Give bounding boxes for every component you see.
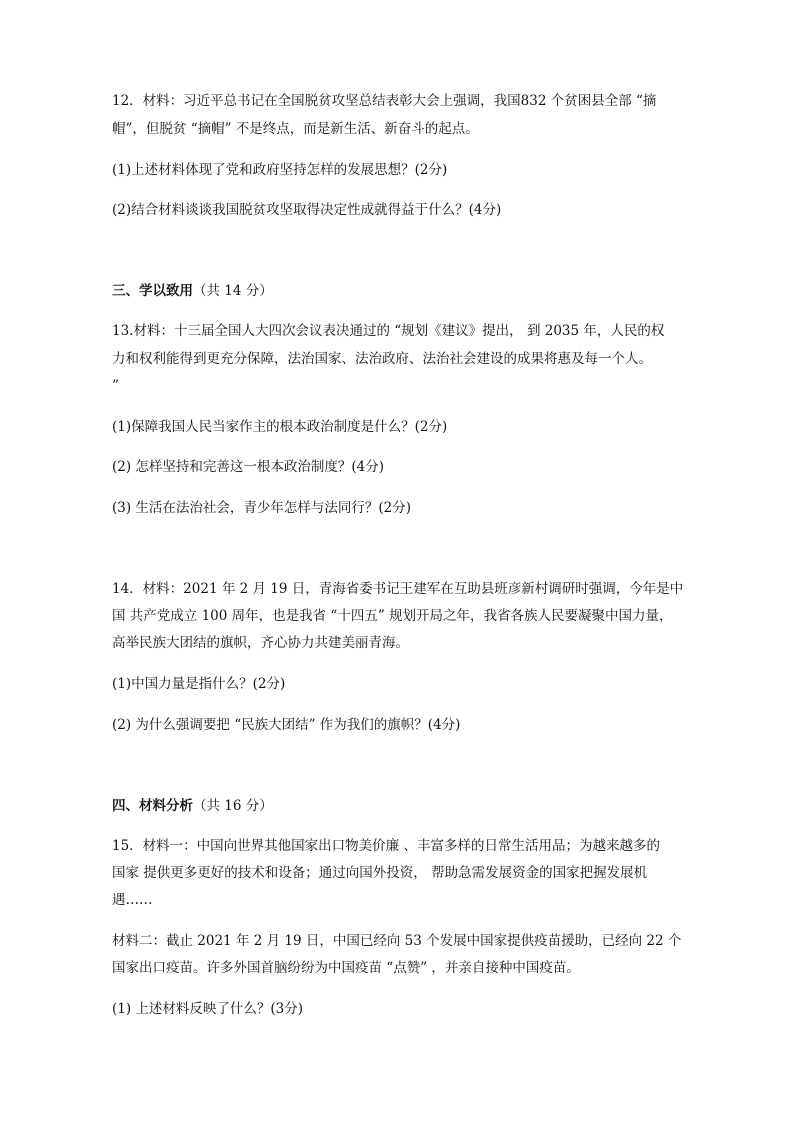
q13-material-line3: ” (112, 378, 119, 394)
q14-subquestion-1: (1)中国力量是指什么？(2分) (112, 676, 286, 692)
q14-subquestion-2: (2) 为什么强调要把 “民族大团结” 作为我们的旗帜？(4分) (112, 717, 461, 733)
q12-subquestion-2: (2)结合材料谈谈我国脱贫攻坚取得决定性成就得益于什么？(4分) (112, 202, 502, 218)
q13-subquestion-2: (2) 怎样坚持和完善这一根本政治制度？(4分) (112, 459, 385, 475)
q13-material-line1: 13.材料：十三届全国人大四次会议表决通过的 “规划《建议》提出， 到 2035 年，人民的权 (112, 323, 665, 339)
section3-title: 三、学以致用 (112, 283, 193, 299)
q14-material-line2: 国 共产党成立 100 周年，也是我省 “十四五” 规划开局之年，我省各族人民要凝聚中国力量， (112, 608, 673, 624)
q12-subquestion-1: (1)上述材料体现了党和政府坚持怎样的发展思想？(2分) (112, 162, 448, 178)
section4-title: 四、材料分析 (112, 798, 193, 814)
section4-points: （共 16 分） (193, 798, 273, 814)
q15-material1-line3: 遇…… (112, 892, 153, 908)
q15-material1-line1: 15．材料一：中国向世界其他国家出口物美价廉 、丰富多样的日常生活用品；为越来越多的 (112, 838, 660, 854)
q15-material1-line2: 国家 提供更多更好的技术和设备；通过向国外投资， 帮助急需发展资金的国家把握发展机 (112, 865, 648, 881)
q15-subquestion-1: (1) 上述材料反映了什么？(3分) (112, 1001, 304, 1017)
section4-heading (112, 797, 273, 815)
q15-material2-line1: 材料二：截止 2021 年 2 月 19 日，中国已经向 53 个发展中国家提供疫苗援助，已经向 22 个 (112, 933, 682, 949)
section3-points: （共 14 分） (193, 283, 273, 299)
section3-heading (112, 282, 273, 300)
q14-material-line1: 14．材料：2021 年 2 月 19 日，青海省委书记王建军在互助县班彦新村调研时强调，今年是中 (112, 581, 684, 597)
q12-material-line2: 帽”，但脱贫 “摘帽” 不是终点，而是新生活、新奋斗的起点。 (112, 121, 479, 137)
q13-material-line2: 力和权利能得到更充分保障，法治国家、法治政府、法治社会建设的成果将惠及每一个人。 (112, 351, 652, 367)
q14-material-line3: 高举民族大团结的旗帜，齐心协力共建美丽青海。 (112, 635, 409, 651)
q13-subquestion-1: (1)保障我国人民当家作主的根本政治制度是什么？(2分) (112, 419, 448, 435)
q15-material2-line2: 国家出口疫苗。许多外国首脑纷纷为中国疫苗 “点赞” ，并亲自接种中国疫苗。 (112, 960, 580, 976)
q13-subquestion-3: (3) 生活在法治社会，青少年怎样与法同行？(2分) (112, 500, 412, 516)
q12-material-line1: 12．材料：习近平总书记在全国脱贫攻坚总结表彰大会上强调，我国832 个贫困县全部 “摘 (112, 93, 657, 109)
